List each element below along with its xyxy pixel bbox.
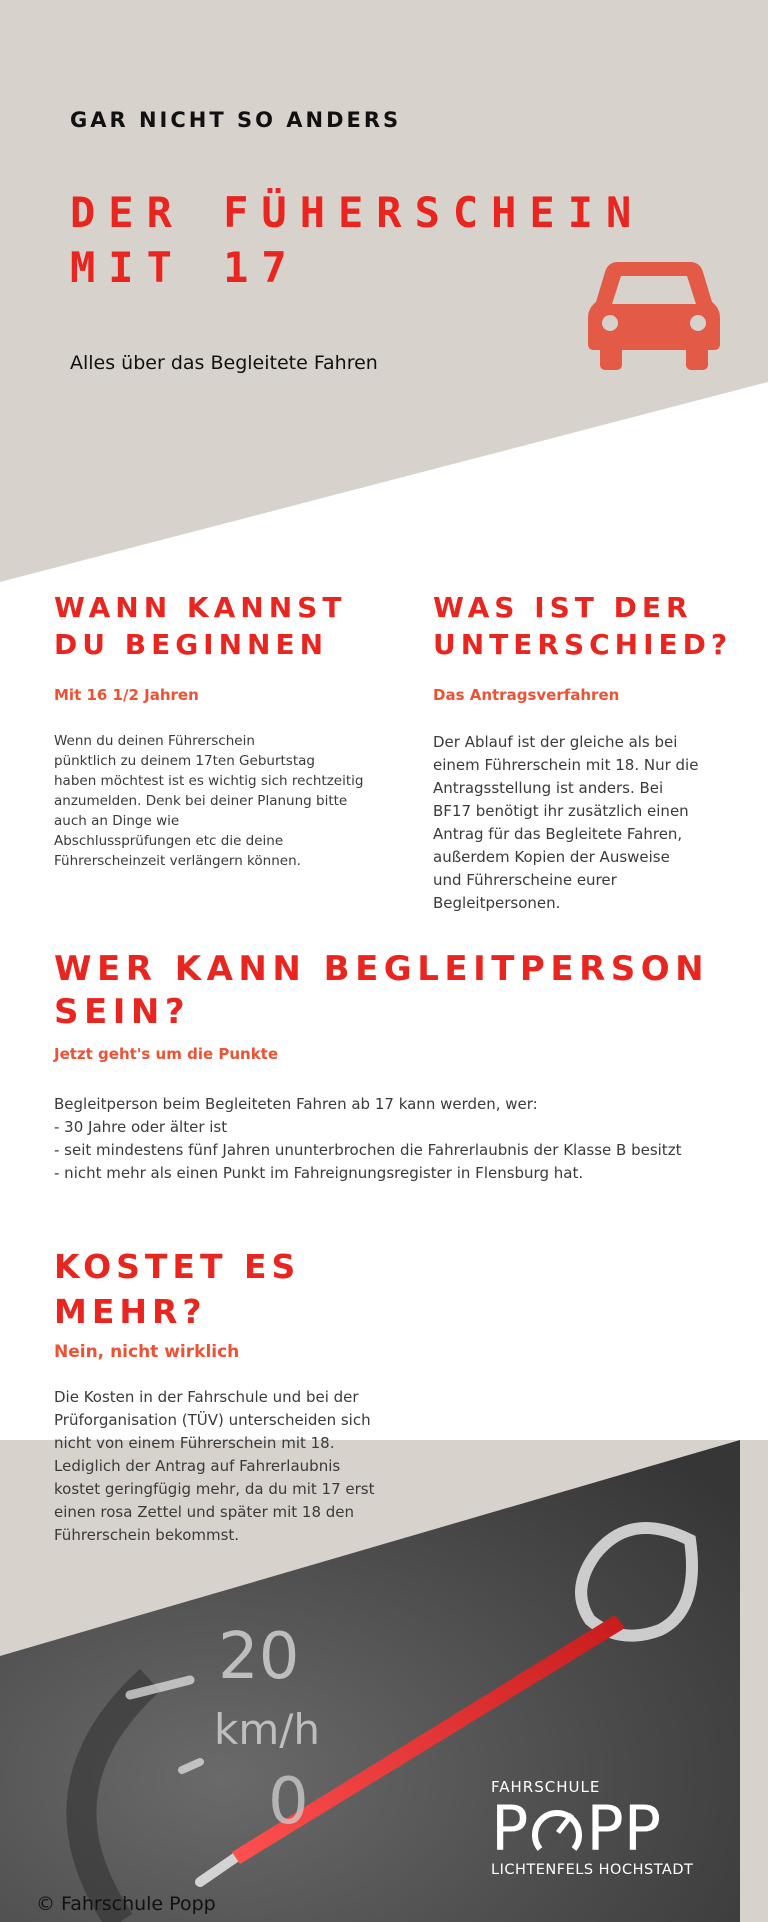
text-line: Die Kosten in der Fahrschule und bei der	[54, 1388, 359, 1406]
text-line: Antragsstellung ist anders. Bei	[433, 779, 664, 797]
requirements-list	[54, 1116, 734, 1185]
text-line: anzumelden. Denk bei deiner Planung bitte	[54, 793, 348, 809]
section-title-wann-line1: WANN KANNST	[54, 591, 347, 624]
section-title-unterschied-line2: UNTERSCHIED?	[433, 628, 733, 661]
page-title	[70, 185, 644, 295]
section-title-unterschied-line1: WAS IST DER	[433, 591, 693, 624]
text-line: einem Führerschein mit 18. Nur die	[433, 756, 699, 774]
text-line: einen rosa Zettel und später mit 18 den	[54, 1503, 355, 1521]
text-line: Prüforganisation (TÜV) unterscheiden sich	[54, 1411, 371, 1429]
text-line: außerdem Kopien der Ausweise	[433, 848, 670, 866]
text-line: nicht von einem Führerschein mit 18.	[54, 1434, 335, 1452]
list-item: - seit mindestens fünf Jahren ununterbrochen die Fahrerlaubnis der Klasse B besitzt	[54, 1141, 682, 1159]
logo-top-text: FAHRSCHULE	[491, 1778, 601, 1796]
copyright: © Fahrschule Popp	[36, 1893, 216, 1915]
section-subtitle-wann: Mit 16 1/2 Jahren	[54, 686, 199, 704]
section-title-kosten-line1: KOSTET ES	[54, 1247, 301, 1286]
list-item: - nicht mehr als einen Punkt im Fahreignungsregister in Flensburg hat.	[54, 1164, 584, 1182]
section-title-begleitperson	[54, 948, 709, 1034]
text-line: BF17 benötigt ihr zusätzlich einen	[433, 802, 689, 820]
text-line: auch an Dinge wie	[54, 813, 180, 829]
speedometer-zero: 0	[268, 1765, 309, 1839]
logo-name	[491, 1792, 701, 1865]
section-title-unterschied	[433, 589, 732, 663]
section-text-unterschied	[433, 731, 753, 915]
logo-name-end: PP	[586, 1792, 662, 1865]
text-line: Der Ablauf ist der gleiche als bei	[433, 733, 678, 751]
speedometer-unit: km/h	[214, 1705, 321, 1754]
speedometer-reading: 20	[218, 1620, 300, 1694]
text-line: Begleitperson beim Begleiteten Fahren ab 17 kann werden, wer:	[54, 1095, 538, 1113]
text-line: haben möchtest ist es wichtig sich rechtzeitig	[54, 773, 364, 789]
gauge-o-icon	[530, 1801, 584, 1857]
text-line: Führerschein bekommst.	[54, 1526, 240, 1544]
text-line: Lediglich der Antrag auf Fahrerlaubnis	[54, 1457, 341, 1475]
list-item: - 30 Jahre oder älter ist	[54, 1118, 228, 1136]
section-subtitle-unterschied: Das Antragsverfahren	[433, 686, 620, 704]
section-subtitle-kosten: Nein, nicht wirklich	[54, 1342, 240, 1362]
car-icon	[588, 256, 720, 370]
text-line: Begleitpersonen.	[433, 894, 561, 912]
text-line: Antrag für das Begleitete Fahren,	[433, 825, 683, 843]
page-subtitle: Alles über das Begleitete Fahren	[70, 352, 378, 374]
section-title-kosten	[54, 1244, 300, 1334]
page-title-line1: DER FÜHERSCHEIN	[70, 188, 645, 237]
page-title-line2: MIT 17	[70, 243, 300, 292]
section-title-begleitperson-line1: WER KANN BEGLEITPERSON	[54, 949, 710, 989]
text-line: Führerscheinzeit verlängern können.	[54, 853, 301, 869]
text-line: pünktlich zu deinem 17ten Geburtstag	[54, 753, 315, 769]
section-title-wann	[54, 589, 346, 663]
section-subtitle-begleitperson: Jetzt geht's um die Punkte	[54, 1045, 279, 1063]
section-text-kosten	[54, 1386, 434, 1547]
section-text-begleitperson	[54, 1093, 734, 1185]
section-text-wann	[54, 731, 414, 871]
fahrschule-logo	[491, 1778, 701, 1878]
kicker: GAR NICHT SO ANDERS	[70, 108, 402, 132]
section-title-wann-line2: DU BEGINNEN	[54, 628, 329, 661]
logo-name-start: P	[491, 1792, 529, 1865]
text-line: kostet geringfügig mehr, da du mit 17 erst	[54, 1480, 375, 1498]
text-line: Wenn du deinen Führerschein	[54, 733, 255, 749]
text-line: und Führerscheine eurer	[433, 871, 617, 889]
section-title-begleitperson-line2: SEIN?	[54, 992, 191, 1032]
text-line: Abschlussprüfungen etc die deine	[54, 833, 284, 849]
logo-bottom-text: LICHTENFELS HOCHSTADT	[491, 1862, 694, 1878]
section-title-kosten-line2: MEHR?	[54, 1292, 207, 1331]
